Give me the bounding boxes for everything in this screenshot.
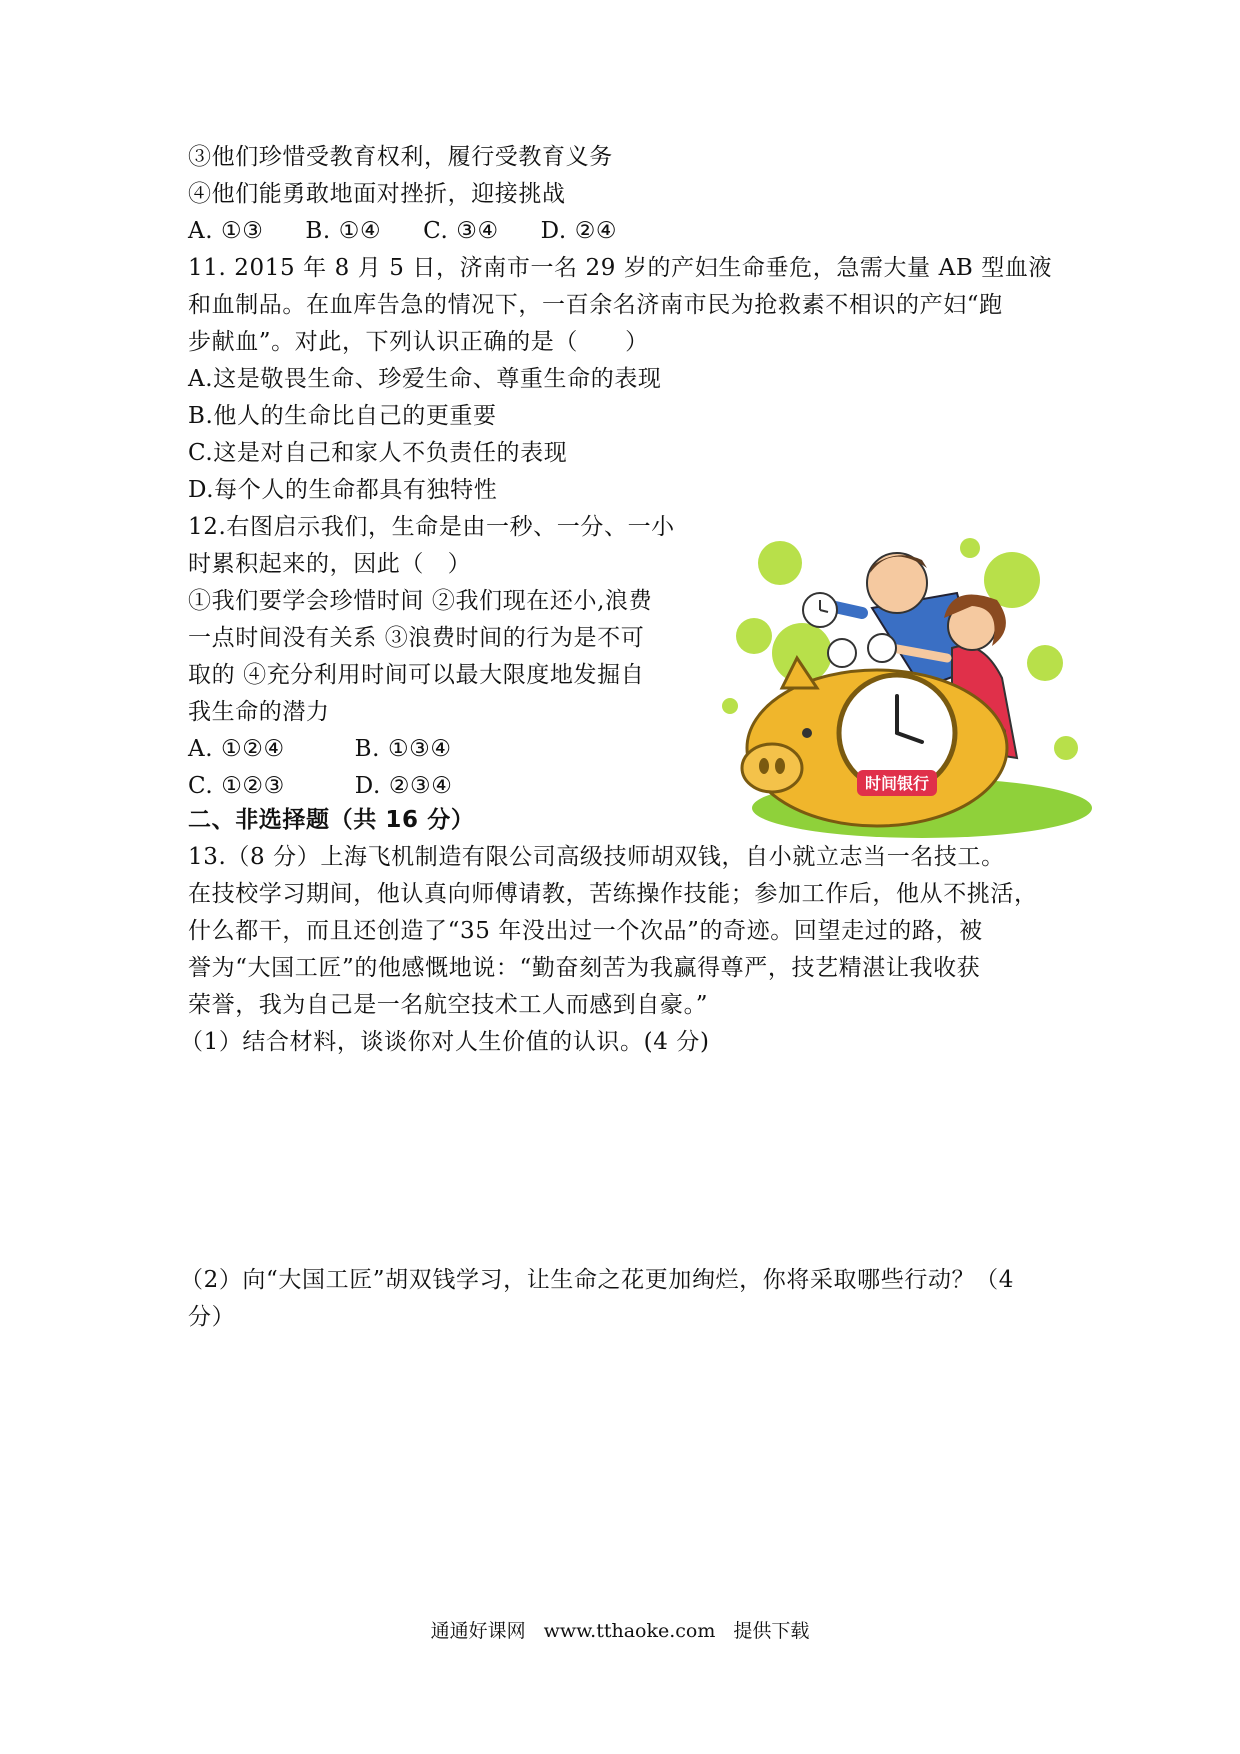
q10-option-4: ④他们能勇敢地面对挫折，迎接挑战 [188,181,566,207]
q13-subquestion-1: （1）结合材料，谈谈你对人生价值的认识。(4 分) [180,1029,710,1055]
q12-choice-d: D. ②③④ [354,773,453,799]
q12-stem-line-3: ①我们要学会珍惜时间 ②我们现在还小,浪费 [188,588,653,614]
q13-stem-line-5: 荣誉，我为自己是一名航空技术工人而感到自豪。” [188,992,709,1018]
green-bubble [758,541,802,585]
footer-suffix: 提供下载 [733,1620,810,1642]
q13-stem-line-3: 什么都干，而且还创造了“35 年没出过一个次品”的奇迹。回望走过的路，被 [188,918,983,944]
clock-icon [868,634,896,662]
q13-stem-line-1: 13.（8 分）上海飞机制造有限公司高级技师胡双钱，自小就立志当一名技工。 [188,844,1005,870]
q12-choices-row-1 [188,734,452,764]
q12-stem-line-6: 我生命的潜力 [188,699,330,725]
q10-choice-b: B. ①④ [305,218,382,244]
q11-option-b: B.他人的生命比自己的更重要 [188,403,497,429]
q12-stem-line-4: 一点时间没有关系 ③浪费时间的行为是不可 [188,625,645,651]
q12-stem-line-1: 12.右图启示我们，生命是由一秒、一分、一小 [188,514,675,540]
q12-choice-a: A. ①②④ [188,736,285,762]
green-bubble [722,698,738,714]
time-bank-illustration [722,538,1092,848]
q12-stem-line-2: 时累积起来的，因此（ ） [188,551,472,577]
green-bubble [960,538,980,558]
q10-option-3: ③他们珍惜受教育权利，履行受教育义务 [188,144,613,170]
q10-choice-a: A. ①③ [188,218,264,244]
q12-choices-row-2 [188,771,452,801]
q13-subquestion-2-line-1: （2）向“大国工匠”胡双钱学习，让生命之花更加绚烂，你将采取哪些行动？（4 [180,1267,1014,1293]
q10-choice-d: D. ②④ [540,218,618,244]
q10-choices [188,216,617,246]
q13-subquestion-2-line-2: 分） [188,1304,236,1330]
q11-stem-line-3: 步献血”。对此，下列认识正确的是（ ） [188,329,649,355]
q12-stem-line-5: 取的 ④充分利用时间可以最大限度地发掘自 [188,662,645,688]
q11-stem-line-2: 和血制品。在血库告急的情况下，一百余名济南市民为抢救素不相识的产妇“跑 [188,292,1003,318]
q11-option-d: D.每个人的生命都具有独特性 [188,477,498,503]
section-2-heading: 二、非选择题（共 16 分） [188,807,475,833]
q11-stem-line-1: 11. 2015 年 8 月 5 日，济南市一名 29 岁的产妇生命垂危，急需大量 AB 型血液 [188,255,1053,281]
q12-choice-b: B. ①③④ [354,736,452,762]
green-bubble [1027,645,1063,681]
q12-choice-c: C. ①②③ [188,773,285,799]
time-bank-label: 时间银行 [864,774,930,793]
green-bubble [1054,736,1078,760]
q11-option-c: C.这是对自己和家人不负责任的表现 [188,440,568,466]
page-footer [0,1618,1240,1644]
q13-stem-line-2: 在技校学习期间，他认真向师傅请教，苦练操作技能；参加工作后，他从不挑活， [188,881,1038,907]
q11-option-a: A.这是敬畏生命、珍爱生命、尊重生命的表现 [188,366,662,392]
footer-site-name: 通通好课网 [430,1620,526,1642]
q10-choice-c: C. ③④ [423,218,499,244]
q13-stem-line-4: 誉为“大国工匠”的他感慨地说：“勤奋刻苦为我赢得尊严，技艺精湛让我收获 [188,955,981,981]
clock-icon [828,639,856,667]
footer-url[interactable]: www.tthaoke.com [543,1620,716,1642]
green-bubble [736,618,772,654]
